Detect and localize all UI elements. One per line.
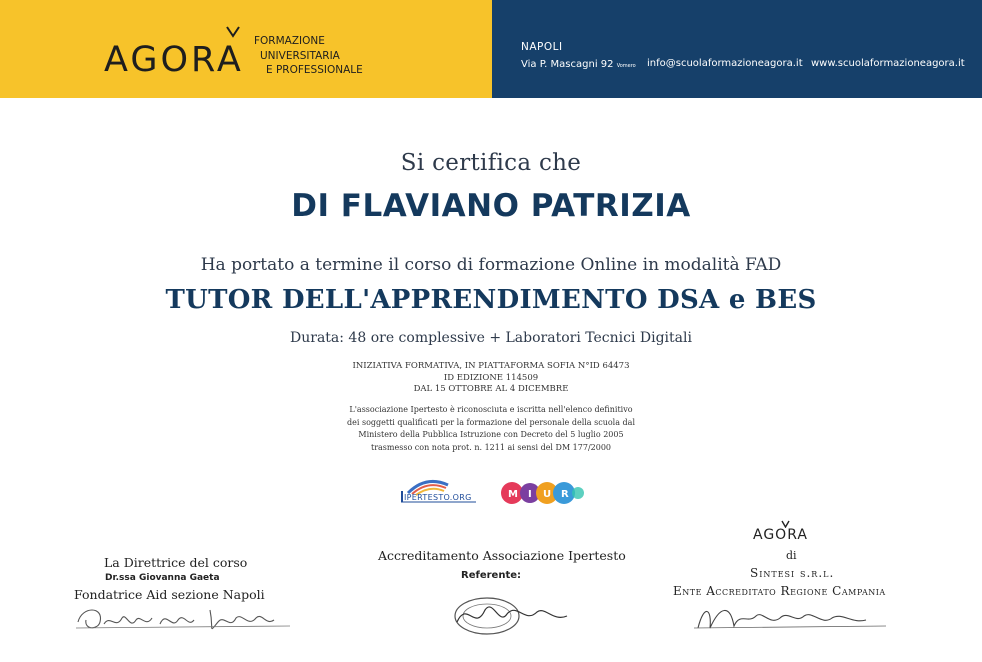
accreditation-role: Accreditamento Associazione Ipertesto <box>378 548 626 563</box>
brand-band <box>0 0 492 98</box>
certificate-header <box>0 0 982 98</box>
recipient-name: DI FLAVIANO PATRIZIA <box>291 188 691 224</box>
brand-logo: AGORA <box>104 40 244 80</box>
accredited-entity: Ente Accreditato Regione Campania <box>673 584 886 598</box>
brand-subtitle-line: E PROFESSIONALE <box>266 64 363 76</box>
miur-logo <box>498 479 588 507</box>
accreditation-line: L'associazione Ipertesto è riconosciuta e iscritta nell'elenco definitivo <box>349 405 633 414</box>
contact-website: www.scuolaformazioneagora.it <box>811 58 965 69</box>
ipertesto-stamp-signature <box>445 592 575 640</box>
svg-text:U: U <box>543 489 552 500</box>
agora-di: di <box>786 549 797 562</box>
initiative-line: DAL 15 OTTOBRE AL 4 DICEMBRE <box>413 384 569 395</box>
initiative-info <box>0 361 982 396</box>
initiative-line: ID EDIZIONE 114509 <box>443 372 539 383</box>
contact-address-street: Via P. Mascagni 92 <box>521 59 614 70</box>
agora-signature-brand: AGORA <box>753 527 808 543</box>
contact-city: NAPOLI <box>521 41 563 53</box>
accreditation-line: dei soggetti qualificati per la formazione del personale della scuola dal <box>347 417 635 427</box>
director-role: La Direttrice del corso <box>104 555 248 570</box>
contact-address <box>521 59 636 70</box>
brand-subtitle <box>254 34 363 78</box>
certificate-intro: Si certifica che <box>400 150 582 176</box>
course-duration: Durata: 48 ore complessive + Laboratori Tecnici Digitali <box>290 330 692 346</box>
svg-text:I: I <box>528 489 532 500</box>
ipertesto-logo-text: IPERTESTO.ORG <box>404 493 472 502</box>
company-signature <box>690 598 890 636</box>
accreditation-line: Ministero della Pubblica Istruzione con Decreto del 5 luglio 2005 <box>358 430 624 440</box>
initiative-line: INIZIATIVA FORMATIVA, IN PIATTAFORMA SOFIA N°ID 64473 <box>352 361 630 371</box>
director-signature <box>70 600 295 640</box>
svg-text:R: R <box>561 489 569 500</box>
agora-caret-icon <box>781 520 790 528</box>
referent-label: Referente: <box>461 570 522 581</box>
accreditation-line: trasmesso con nota prot. n. 1211 ai sensi del DM 177/2000 <box>371 442 611 452</box>
brand-subtitle-line: FORMAZIONE <box>254 35 325 47</box>
director-name: Dr.ssa Giovanna Gaeta <box>105 573 220 583</box>
brand-caret-icon <box>226 26 240 38</box>
contact-email: info@scuolaformazioneagora.it <box>647 58 803 69</box>
completion-statement: Ha portato a termine il corso di formazione Online in modalità FAD <box>200 255 782 275</box>
brand-subtitle-line: UNIVERSITARIA <box>260 49 340 62</box>
contact-band <box>492 0 982 98</box>
ipertesto-logo <box>398 477 482 505</box>
accreditation-note <box>0 404 982 454</box>
svg-text:M: M <box>508 489 518 500</box>
contact-address-note: Vomero <box>616 63 636 69</box>
director-title: Fondatrice Aid sezione Napoli <box>74 587 265 602</box>
company-name: Sintesi s.r.l. <box>750 566 835 580</box>
course-title: TUTOR DELL'APPRENDIMENTO DSA e BES <box>165 285 817 315</box>
